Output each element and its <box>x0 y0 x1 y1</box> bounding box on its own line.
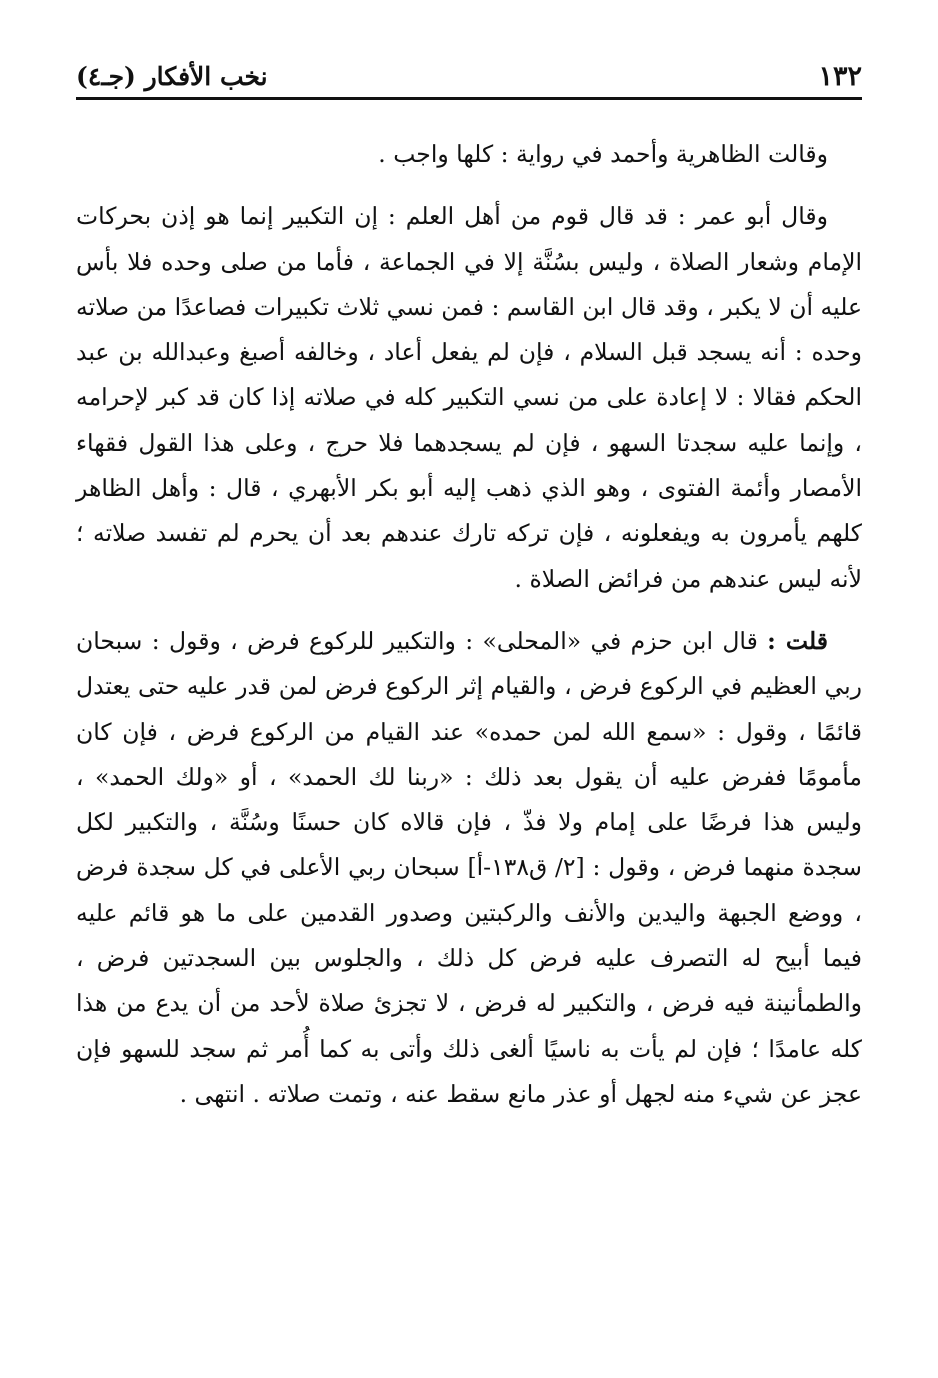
paragraph-1-text: وقالت الظاهرية وأحمد في رواية : كلها واجب . <box>378 140 828 168</box>
paragraph-3 <box>76 619 862 1117</box>
page-number: ١٣٢ <box>818 61 862 92</box>
paragraph-2-text: وقال أبو عمر : قد قال قوم من أهل العلم : إن التكبير إنما هو إذن بحركات الإمام وشعار الصلاة ، وليس بسُنَّة إلا في الجماعة ، فأما من صلى وحده فلا بأس عليه أن لا يكبر ، وقد قال ابن القاسم : فمن نسي ثلاث تكبيرات فصاعدًا من صلاته وحده : أنه يسجد قبل السلام ، فإن لم يفعل أعاد ، وخالفه أصبغ وعبدالله بن عبد الحكم فقالا : لا إعادة على من نسي التكبير كله في صلاته إذا كان قد كبر لإحرامه ، وإنما عليه سجدتا السهو ، فإن لم يسجدهما فلا حرج ، وعلى هذا القول فقهاء الأمصار وأئمة الفتوى ، وهو الذي ذهب إليه أبو بكر الأبهري ، قال : وأهل الظاهر كلهم يأمرون به ويفعلونه ، فإن تركه تارك عندهم بعد أن يحرم لم تفسد صلاته ؛ لأنه ليس عندهم من فرائض الصلاة . <box>76 202 862 593</box>
page <box>76 58 862 1378</box>
header-rule <box>76 97 862 100</box>
running-header <box>76 58 862 98</box>
book-title: نخب الأفكار (جـ٤) <box>76 62 268 91</box>
paragraph-2 <box>76 194 862 602</box>
body-text <box>76 132 862 1117</box>
paragraph-3-text: قال ابن حزم في «المحلى» : والتكبير للركوع فرض ، وقول : سبحان ربي العظيم في الركوع فرض ، والقيام إثر الركوع فرض لمن قدر عليه حتى يعتدل قائمًا ، وقول : «سمع الله لمن حمده» عند القيام من الركوع فرض ، فإن كان مأمومًا ففرض عليه أن يقول بعد ذلك : «ربنا لك الحمد» ، أو «ولك الحمد» ، وليس هذا فرضًا على إمام ولا فذّ ، فإن قالاه كان حسنًا وسُنَّة ، والتكبير لكل سجدة منهما فرض ، وقول : [٢/ ق١٣٨-أ] سبحان ربي الأعلى في كل سجدة فرض ، ووضع الجبهة واليدين والأنف والركبتين وصدور القدمين على ما هو قائم عليه فيما أبيح له التصرف عليه فرض كل ذلك ، والجلوس بين السجدتين فرض ، والطمأنينة فيه فرض ، والتكبير له فرض ، لا تجزئ صلاة لأحد من أن يدع من هذا كله عامدًا ؛ فإن لم يأت به ناسيًا ألغى ذلك وأتى به كما أُمر ثم سجد للسهو فإن عجز عن شيء منه لجهل أو عذر مانع سقط عنه ، وتمت صلاته . انتهى . <box>76 626 862 1108</box>
paragraph-3-lead: قلت : <box>767 626 828 655</box>
paragraph-1 <box>76 132 862 177</box>
